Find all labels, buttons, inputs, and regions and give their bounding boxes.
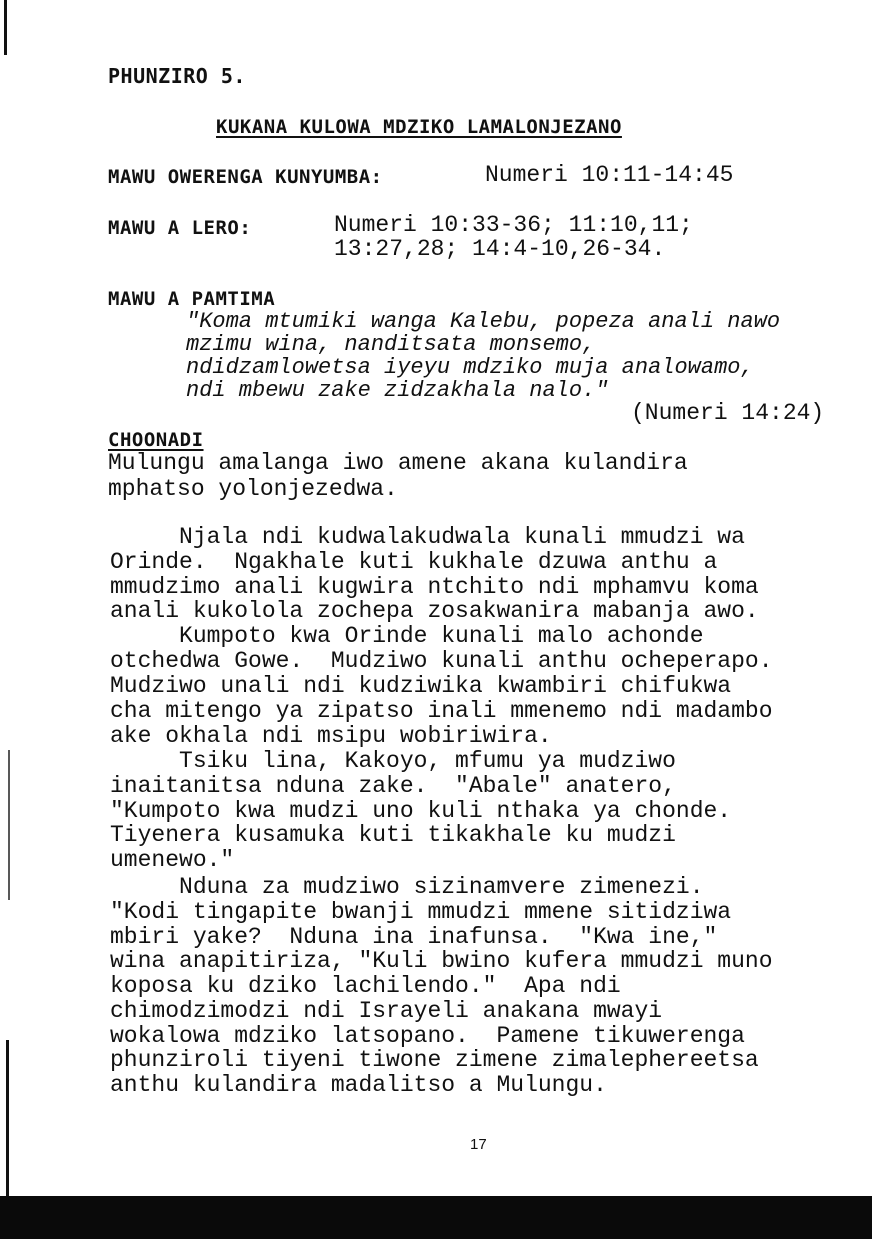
body-line: Tsiku lina, Kakoyo, mfumu ya mudziwo: [110, 748, 676, 774]
body-line: Kumpoto kwa Orinde kunali malo achonde: [110, 623, 704, 649]
memory-verse-line: mzimu wina, nanditsata monsemo,: [186, 332, 596, 357]
body-line: cha mitengo ya zipatso inali mmenemo ndi madambo: [110, 698, 773, 724]
body-line: umenewo.": [110, 847, 235, 873]
body-line: "Kumpoto kwa mudzi uno kuli nthaka ya chonde.: [110, 798, 732, 824]
body-line: phunziroli tiyeni tiwone zimene zimalephereetsa: [110, 1047, 759, 1073]
body-line: Orinde. Ngakhale kuti kukhale dzuwa anthu a: [110, 549, 718, 575]
memory-verse-line: "Koma mtumiki wanga Kalebu, popeza anali nawo: [186, 309, 781, 334]
body-line: anthu kulandira madalitso a Mulungu.: [110, 1072, 607, 1098]
scan-edge-mark: [6, 1040, 9, 1196]
scan-bottom-border: [0, 1196, 872, 1239]
today-reading-line2: 13:27,28; 14:4-10,26-34.: [334, 236, 666, 262]
body-line: Nduna za mudziwo sizinamvere zimenezi.: [110, 874, 704, 900]
body-line: wokalowa mdziko latsopano. Pamene tikuwerenga: [110, 1023, 745, 1049]
lesson-label: PHUNZIRO 5.: [108, 64, 246, 88]
memory-verse-line: ndidzamlowetsa iyeyu mdziko muja analowamo,: [186, 355, 754, 380]
body-line: Tiyenera kusamuka kuti tikakhale ku mudzi: [110, 822, 676, 848]
body-line: mbiri yake? Nduna ina inafunsa. "Kwa ine,": [110, 924, 718, 950]
today-reading-line1: Numeri 10:33-36; 11:10,11;: [334, 212, 693, 238]
home-reading-label: MAWU OWERENGA KUNYUMBA:: [108, 166, 383, 188]
body-line: ake okhala ndi msipu wobiriwira.: [110, 723, 552, 749]
body-line: otchedwa Gowe. Mudziwo kunali anthu ocheperapo.: [110, 648, 773, 674]
body-line: chimodzimodzi ndi Israyeli anakana mwayi: [110, 998, 663, 1024]
body-line: koposa ku dziko lachilendo." Apa ndi: [110, 973, 621, 999]
body-line: Njala ndi kudwalakudwala kunali mmudzi wa: [110, 524, 745, 550]
body-line: Mudziwo unali ndi kudziwika kwambiri chifukwa: [110, 673, 732, 699]
home-reading-ref: Numeri 10:11-14:45: [485, 162, 734, 188]
body-line: "Kodi tingapite bwanji mmudzi mmene sitidziwa: [110, 899, 732, 925]
aim-line: mphatso yolonjezedwa.: [108, 476, 398, 502]
memory-verse-ref: (Numeri 14:24): [631, 400, 825, 426]
today-reading-label: MAWU A LERO:: [108, 217, 252, 239]
body-line: anali kukolola zochepa zosakwanira mabanja awo.: [110, 598, 759, 624]
body-line: mmudzimo anali kugwira ntchito ndi mphamvu koma: [110, 574, 759, 600]
page-number: 17: [470, 1136, 487, 1153]
body-line: wina anapitiriza, "Kuli bwino kufera mmudzi muno: [110, 948, 773, 974]
memory-verse-label: MAWU A PAMTIMA: [108, 288, 276, 310]
lesson-title: KUKANA KULOWA MDZIKO LAMALONJEZANO: [216, 116, 622, 138]
scan-edge-mark: [8, 750, 10, 900]
aim-label: CHOONADI: [108, 429, 204, 451]
memory-verse-line: ndi mbewu zake zidzakhala nalo.": [186, 378, 609, 403]
body-line: inaitanitsa nduna zake. "Abale" anatero,: [110, 773, 676, 799]
scan-edge-mark: [4, 0, 7, 55]
aim-line: Mulungu amalanga iwo amene akana kulandira: [108, 450, 688, 476]
